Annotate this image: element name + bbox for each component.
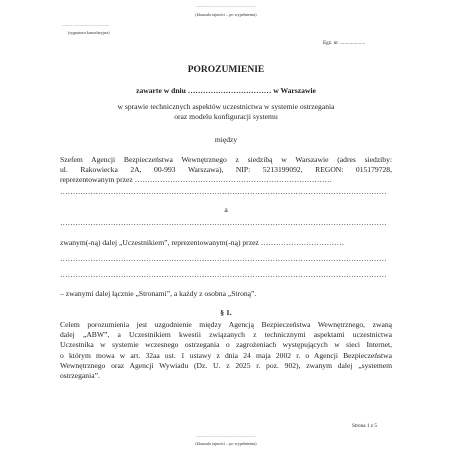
participant-dots-1: ………………………………………………………………………………………………………………… — [60, 218, 387, 227]
top-classification-label: (klauzula tajności – po wypełnieniu) — [195, 12, 257, 17]
party1-dots: ………………………………………………………………………………………………………………… — [60, 187, 387, 196]
subject-line-1: w sprawie technicznych aspektów uczestnictwa w systemie ostrzegania — [117, 102, 335, 111]
section-1-text — [60, 320, 392, 381]
top-classification-dots: .......................................................... — [195, 3, 257, 8]
party1-line-3: reprezentowanym przez …………………………………………………………………… — [60, 175, 333, 184]
page-number: Strona 1 z 5 — [352, 423, 377, 429]
section-1-line: o którym mowa w art. 32aa ust. 1 ustawy z dnia 24 maja 2002 r. o Agencji Bezpieczeństwa — [60, 350, 392, 360]
copy-number: Egz. nr .................... — [323, 40, 366, 46]
participant-dots-2: ………………………………………………………………………………………………………………… — [60, 254, 387, 263]
document-title: POROZUMIENIE — [187, 65, 265, 75]
section-1-line: dalej „ABW”, a Uczestnikiem kwestii związanych z technicznymi aspektami uczestnictwa — [60, 330, 392, 340]
parties-line: – zwanymi dalej łącznie „Stronami”, a każdy z osobna „Stroną”. — [60, 289, 257, 298]
section-1-line: Wewnętrznego oraz Agencji Wywiadu (Dz. U. z 2025 r. poz. 902), zwanym dalej „systemem — [60, 360, 392, 370]
section-1-line: ostrzegania”. — [60, 371, 100, 381]
bottom-classification-dots: .......................................................... — [195, 433, 257, 438]
participant-dots-3: ………………………………………………………………………………………………………………… — [60, 270, 387, 279]
section-1-line: Celem porozumienia jest uzgodnienie między Agencją Bezpieczeństwa Wewnętrznego, zwaną — [60, 320, 392, 329]
signature-label: (sygnatura kancelaryjna) — [68, 30, 110, 35]
and-label: a — [224, 205, 228, 214]
participant-line: zwanym(-ną) dalej „Uczestnikiem”, reprezentowanym(-ną) przez …………………………… — [60, 238, 345, 247]
section-1-title: § 1. — [220, 308, 232, 317]
subject-line-2: oraz modelu konfiguracji systemu — [174, 112, 278, 121]
signature-dots: ............................................. — [62, 22, 110, 27]
between-label: między — [214, 135, 238, 144]
bottom-classification-label: (klauzula tajności – po wypełnieniu) — [195, 441, 257, 446]
section-1-line: Uczestnika w systemie wczesnego ostrzegania o zagrożeniach występujących w sieci Internet, — [60, 340, 392, 350]
concluded-line: zawarte w dniu …………………………… w Warszawie — [136, 86, 316, 95]
party1-line-2: ul. Rakowiecka 2A, 00-993 Warszawa), NIP: 5213199092, REGON: 015179728, — [60, 165, 392, 174]
party1-line-1: Szefem Agencji Bezpieczeństwa Wewnętrznego z siedzibą w Warszawie (adres siedziby: — [60, 155, 392, 164]
